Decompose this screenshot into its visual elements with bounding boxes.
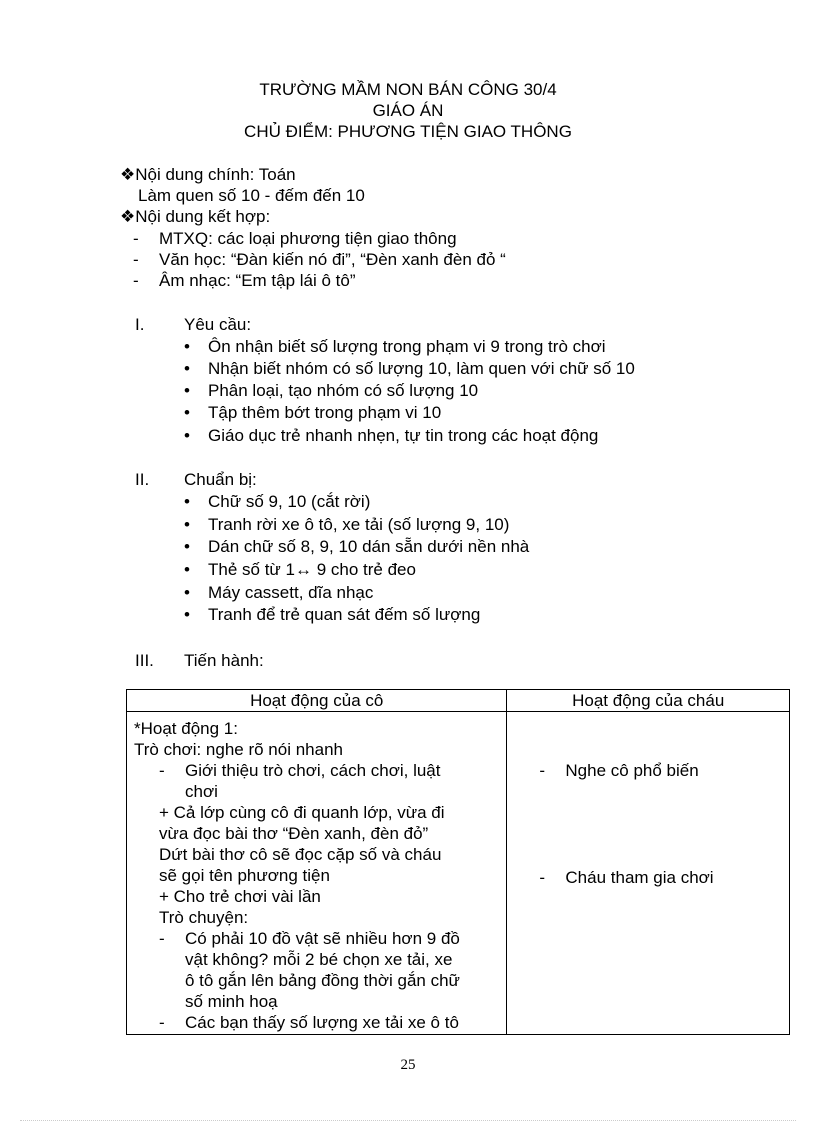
child-activity-cell xyxy=(507,712,790,1035)
bullet-icon: • xyxy=(184,560,190,579)
section-1-title: Yêu cầu: xyxy=(184,315,252,334)
requirement-item: • Giáo dục trẻ nhanh nhẹn, tự tin trong các hoạt động xyxy=(184,426,599,445)
teacher-line: + Cho trẻ chơi vài lần xyxy=(159,887,321,906)
dash-marker: - xyxy=(133,229,139,248)
requirement-item: • Ôn nhận biết số lượng trong phạm vi 9 trong trò chơi xyxy=(184,337,606,356)
doc-type-title: GIÁO ÁN xyxy=(372,101,444,120)
page-number: 25 xyxy=(400,1057,416,1073)
dash-marker: - xyxy=(133,271,139,290)
teacher-step-cont: vật không? mỗi 2 bé chọn xe tải, xe xyxy=(185,950,453,969)
teacher-line: Dứt bài thơ cô sẽ đọc cặp số và cháu xyxy=(159,845,442,864)
teacher-line: sẽ gọi tên phương tiện xyxy=(159,866,330,885)
requirement-item: • Tập thêm bớt trong phạm vi 10 xyxy=(184,403,442,422)
bullet-icon: • xyxy=(184,537,190,556)
bullet-icon: • xyxy=(184,403,190,422)
combined-content-label: ❖Nội dung kết hợp: xyxy=(120,207,271,226)
school-name: TRƯỜNG MẦM NON BÁN CÔNG 30/4 xyxy=(259,80,557,99)
dash-marker: - xyxy=(159,929,165,948)
teacher-column-header: Hoạt động của cô xyxy=(127,690,507,712)
teacher-line: vừa đọc bài thơ “Đèn xanh, đèn đỏ” xyxy=(159,824,429,843)
table-row xyxy=(127,712,790,1035)
teacher-line: + Cả lớp cùng cô đi quanh lớp, vừa đi xyxy=(159,803,445,822)
preparation-item: • Tranh rời xe ô tô, xe tải (số lượng 9, 10) xyxy=(184,515,510,534)
teacher-step-cont: chơi xyxy=(185,782,218,801)
preparation-item: • Máy cassett, dĩa nhạc xyxy=(184,583,374,602)
dash-marker: - xyxy=(159,761,165,780)
bullet-icon: • xyxy=(184,359,190,378)
bullet-icon: • xyxy=(184,515,190,534)
teacher-activity-cell xyxy=(127,712,507,1035)
activity-table xyxy=(126,689,790,1035)
section-2-number: II. xyxy=(135,470,150,489)
dash-marker: - xyxy=(159,1013,165,1032)
bullet-icon: • xyxy=(184,583,190,602)
dash-marker: - xyxy=(133,250,139,269)
main-content-label: ❖Nội dung chính: Toán xyxy=(120,165,296,184)
teacher-step-cont: ô tô gắn lên bảng đồng thời gắn chữ xyxy=(185,971,460,990)
requirement-item: • Nhận biết nhóm có số lượng 10, làm quen với chữ số 10 xyxy=(184,359,635,378)
bullet-icon: • xyxy=(184,492,190,511)
teacher-step-cont: số minh hoạ xyxy=(185,992,278,1011)
child-response: - Nghe cô phổ biến xyxy=(539,761,699,780)
theme-title: CHỦ ĐIỂM: PHƯƠNG TIỆN GIAO THÔNG xyxy=(244,122,572,141)
game-title: Trò chơi: nghe rõ nói nhanh xyxy=(134,740,343,759)
page-bottom-divider xyxy=(20,1120,796,1121)
combined-item: - Âm nhạc: “Em tập lái ô tô” xyxy=(133,271,356,290)
preparation-item: • Thẻ số từ 1↔ 9 cho trẻ đeo xyxy=(184,560,416,579)
child-column-header: Hoạt động của cháu xyxy=(507,690,790,712)
preparation-item: • Chữ số 9, 10 (cắt rời) xyxy=(184,492,371,511)
section-3-number: III. xyxy=(135,651,154,670)
bullet-icon: • xyxy=(184,337,190,356)
bullet-icon: • xyxy=(184,426,190,445)
teacher-step: - Giới thiệu trò chơi, cách chơi, luật xyxy=(159,761,441,780)
requirement-item: • Phân loại, tạo nhóm có số lượng 10 xyxy=(184,381,479,400)
table-header-row xyxy=(127,690,790,712)
combined-item: - MTXQ: các loại phương tiện giao thông xyxy=(133,229,457,248)
preparation-item: • Dán chữ số 8, 9, 10 dán sẵn dưới nền nhà xyxy=(184,537,530,556)
bullet-icon: • xyxy=(184,381,190,400)
bullet-icon: • xyxy=(184,605,190,624)
section-3-title: Tiến hành: xyxy=(184,651,264,670)
combined-item: - Văn học: “Đàn kiến nó đi”, “Đèn xanh đèn đỏ “ xyxy=(133,250,506,269)
dash-marker: - xyxy=(539,761,546,780)
teacher-line: Trò chuyện: xyxy=(159,908,249,927)
teacher-step: - Có phải 10 đồ vật sẽ nhiều hơn 9 đồ xyxy=(159,929,460,948)
preparation-item: • Tranh để trẻ quan sát đếm số lượng xyxy=(184,605,481,624)
dash-marker: - xyxy=(539,868,546,887)
activity-heading: *Hoạt động 1: xyxy=(134,719,238,738)
main-content-detail: Làm quen số 10 - đếm đến 10 xyxy=(138,186,365,205)
teacher-step: - Các bạn thấy số lượng xe tải xe ô tô xyxy=(159,1013,459,1032)
child-response: - Cháu tham gia chơi xyxy=(539,868,714,887)
section-1-number: I. xyxy=(135,315,145,334)
section-2-title: Chuẩn bị: xyxy=(184,470,257,489)
